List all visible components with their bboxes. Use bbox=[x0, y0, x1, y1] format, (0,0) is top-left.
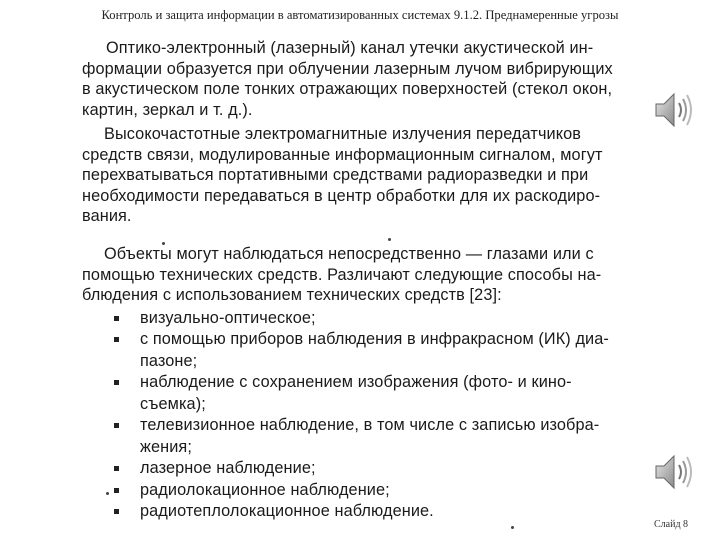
list-item bbox=[82, 329, 664, 372]
scan-speck bbox=[162, 242, 165, 245]
scanned-text-block-2 bbox=[82, 244, 664, 523]
bullet-icon bbox=[114, 423, 119, 428]
list-item bbox=[82, 458, 664, 480]
bullet-icon bbox=[114, 316, 119, 321]
list-item bbox=[82, 501, 664, 523]
list-item-text: наблюдение с сохранением изображения (фото- и кино- съемка); bbox=[140, 373, 572, 413]
paragraph-line: перехватываться портативными средствами радиоразведки и при bbox=[82, 166, 589, 184]
paragraph-line: средств связи, модулированные информационным сигналом, могут bbox=[82, 145, 603, 164]
bullet-icon bbox=[114, 509, 119, 514]
speaker-icon[interactable] bbox=[652, 88, 696, 132]
speaker-icon[interactable] bbox=[652, 450, 696, 494]
paragraph-line: картин, зеркал и т. д.). bbox=[82, 100, 253, 119]
list-item-text: радиолокационное наблюдение; bbox=[140, 480, 390, 499]
paragraph-line: Оптико-электронный (лазерный) канал утечки акустической ин- bbox=[106, 39, 594, 57]
bullet-icon bbox=[114, 488, 119, 493]
paragraph-line: блюдения с использованием технических средств [23]: bbox=[82, 286, 502, 304]
list-item bbox=[82, 480, 664, 502]
paragraph-line: Объекты могут наблюдаться непосредственно — глазами или с bbox=[104, 245, 594, 263]
paragraph-line: формации образуется при облучении лазерным лучом вибрирующих bbox=[82, 59, 613, 78]
scanned-text-block-1 bbox=[82, 38, 664, 227]
paragraph-line: помощью технических средств. Различают следующие способы на- bbox=[82, 265, 602, 284]
scan-speck bbox=[388, 238, 391, 241]
bullet-icon bbox=[114, 466, 119, 471]
observation-methods-list bbox=[82, 308, 664, 523]
paragraph-hf-emissions bbox=[82, 124, 664, 227]
bullet-icon bbox=[114, 380, 119, 385]
paragraph-line: Высокочастотные электромагнитные излучения передатчиков bbox=[104, 125, 582, 143]
paragraph-laser-channel bbox=[82, 38, 664, 120]
slide-title: Контроль и защита информации в автоматизированных системах 9.1.2. Преднамеренные угрозы bbox=[101, 8, 619, 22]
list-item-text: с помощью приборов наблюдения в инфракрасном (ИК) диа- пазоне; bbox=[140, 330, 609, 370]
paragraph-observation bbox=[82, 244, 664, 306]
paragraph-line: в акустическом поле тонких отражающих поверхностей (стекол окон, bbox=[82, 80, 613, 98]
slide-number: Слайд 8 bbox=[654, 519, 689, 530]
list-item bbox=[82, 308, 664, 330]
paragraph-line: необходимости передаваться в центр обработки для их раскодиро- bbox=[82, 186, 601, 205]
paragraph-line: вания. bbox=[82, 207, 132, 225]
list-item-text: лазерное наблюдение; bbox=[140, 459, 316, 477]
list-item bbox=[82, 415, 664, 458]
list-item-text: радиотеплолокационное наблюдение. bbox=[140, 502, 434, 520]
list-item-text: телевизионное наблюдение, в том числе с записью изобра- жения; bbox=[140, 416, 600, 456]
scan-speck bbox=[511, 526, 514, 529]
list-item-text: визуально-оптическое; bbox=[140, 308, 316, 327]
bullet-icon bbox=[114, 337, 119, 342]
list-item bbox=[82, 372, 664, 415]
scan-speck bbox=[106, 492, 109, 495]
